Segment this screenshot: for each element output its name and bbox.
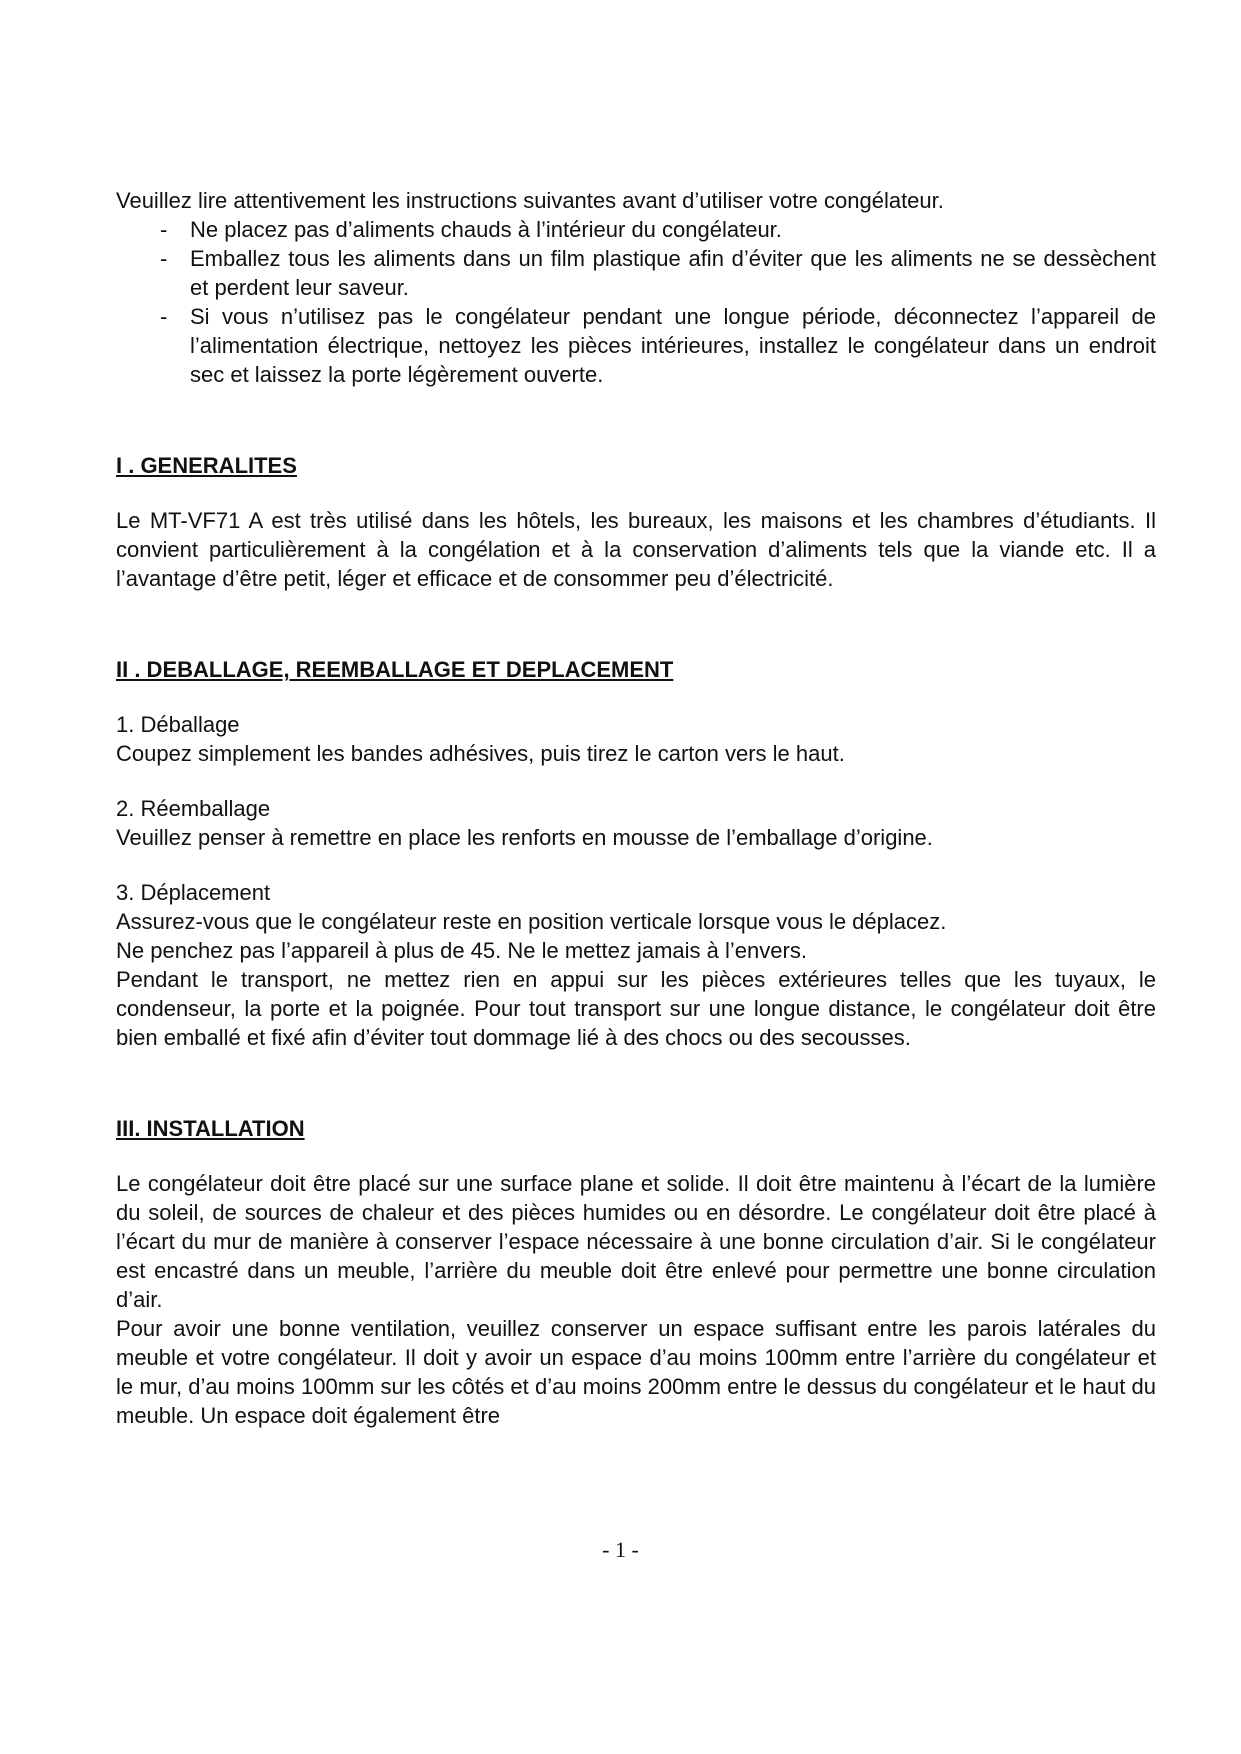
subsection-title: 1. Déballage	[116, 712, 240, 737]
subsection-title: 2. Réemballage	[116, 796, 271, 821]
list-item: - Ne placez pas d’aliments chauds à l’intérieur du congélateur.	[160, 217, 782, 242]
bullet-marker: -	[160, 217, 168, 242]
document-page	[116, 186, 1156, 1430]
list-item: - Emballez tous les aliments dans un film plastique afin d’éviter que les aliments ne se dessèchent et perdent leur saveur.	[160, 246, 1156, 300]
bullet-marker: -	[160, 246, 168, 271]
bullet-marker: -	[160, 304, 168, 329]
subsection-text: Coupez simplement les bandes adhésives, puis tirez le carton vers le haut.	[116, 741, 845, 766]
subsection-deplacement	[116, 878, 1156, 1052]
section-heading-deballage: II . DEBALLAGE, REEMBALLAGE ET DEPLACEMENT	[116, 657, 674, 682]
installation-body: Le congélateur doit être placé sur une surface plane et solide. Il doit être maintenu à l’écart de la lumière du soleil, de sources de chaleur et des pièces humides ou en désordre. Le congélateur doit être placé à l’écart du mur de manière à conserver l’espace nécessaire à une bonne circulation d’air. Si le congélateur est encastré dans un meuble, l’arrière du meuble doit être enlevé pour permettre une bonne circulation d’air.	[116, 1171, 1156, 1312]
subsection-text: Veuillez penser à remettre en place les renforts en mousse de l’emballage d’origine.	[116, 825, 933, 850]
intro-text: Veuillez lire attentivement les instructions suivantes avant d’utiliser votre congélateur.	[116, 188, 944, 213]
installation-body: Pour avoir une bonne ventilation, veuillez conserver un espace suffisant entre les parois latérales du meuble et votre congélateur. Il doit y avoir un espace d’au moins 100mm entre l’arrière du congélateur et le mur, d’au moins 100mm sur les côtés et d’au moins 200mm entre le dessus du congélateur et le haut du meuble. Un espace doit également être	[116, 1316, 1156, 1428]
subsection-reemballage	[116, 794, 1156, 852]
page-number: - 1 -	[602, 1537, 639, 1562]
precautions-list	[116, 215, 1156, 389]
section-heading-generalites: I . GENERALITES	[116, 453, 297, 478]
subsection-text: Pendant le transport, ne mettez rien en appui sur les pièces extérieures telles que les tuyaux, le condenseur, la porte et la poignée. Pour tout transport sur une longue distance, le congélateur doit être bien emballé et fixé afin d’éviter tout dommage lié à des chocs ou des secousses.	[116, 967, 1156, 1050]
subsection-deballage	[116, 710, 1156, 768]
section-heading-installation: III. INSTALLATION	[116, 1116, 305, 1141]
list-item: - Si vous n’utilisez pas le congélateur pendant une longue période, déconnectez l’appareil de l’alimentation électrique, nettoyez les pièces intérieures, installez le congélateur dans un endroit sec et laissez la porte légèrement ouverte.	[160, 304, 1156, 387]
subsection-title: 3. Déplacement	[116, 880, 271, 905]
subsection-text: Ne penchez pas l’appareil à plus de 45. Ne le mettez jamais à l’envers.	[116, 938, 807, 963]
generalites-body: Le MT-VF71 A est très utilisé dans les hôtels, les bureaux, les maisons et les chambres d’étudiants. Il convient particulièrement à la congélation et à la conservation d’aliments tels que la viande etc. Il a l’avantage d’être petit, léger et efficace et de consommer peu d’électricité.	[116, 508, 1156, 591]
subsection-text: Assurez-vous que le congélateur reste en position verticale lorsque vous le déplacez.	[116, 909, 947, 934]
